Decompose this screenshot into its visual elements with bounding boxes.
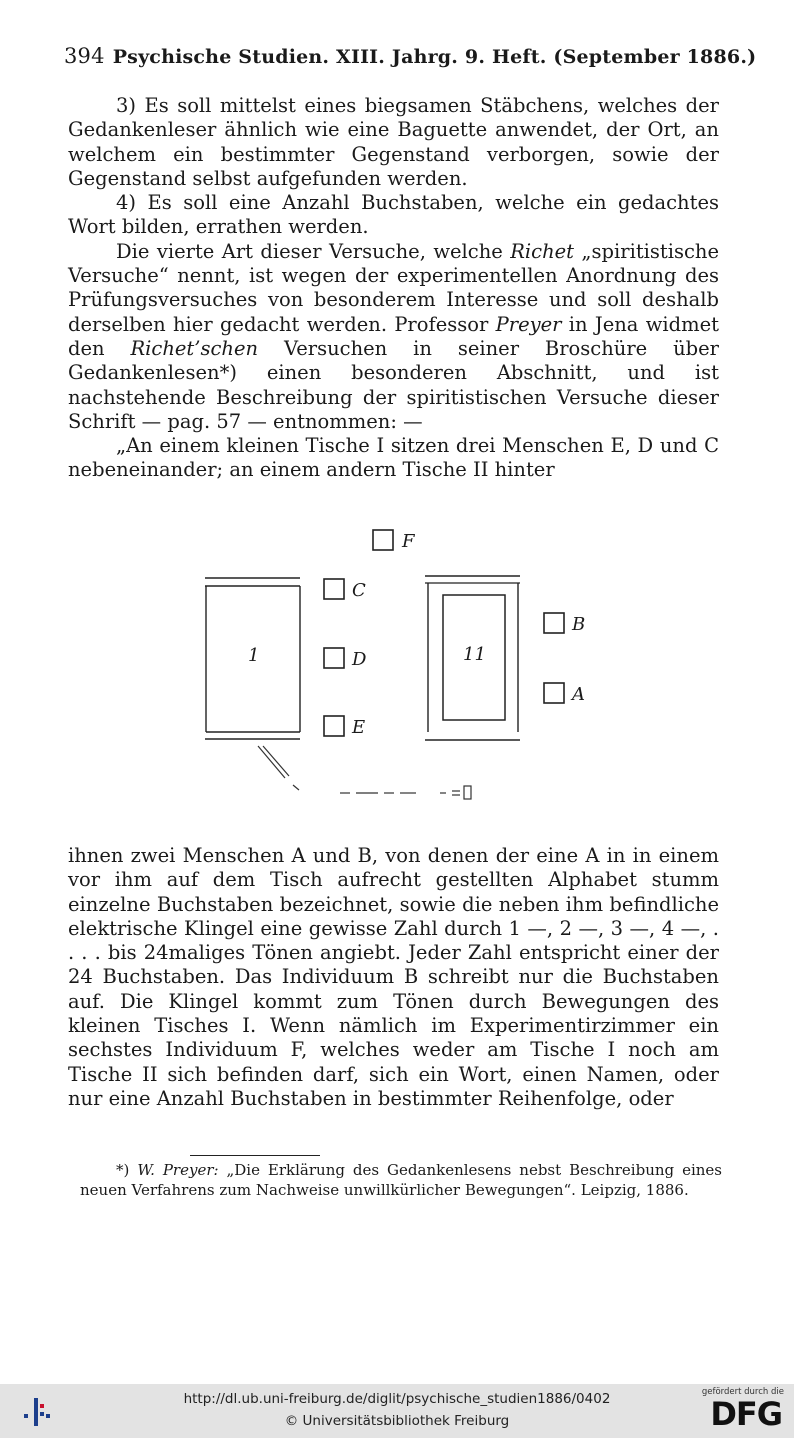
text-run: Versuchen in seiner Broschüre über Gedankenlesen*) einen besonderen Abschnitt, und ist nachstehende Beschreibung der spiritistischen Versuche dieser Schrift — pag. 57 — entnommen: — (68, 336, 720, 433)
label-c: C (352, 580, 366, 601)
footnote-text: „Die Erklärung des Gedankenlesens nebst Beschreibung eines neuen Verfahrens zum Nachweise unwillkürlicher Bewegungen“. Leipzig, 1886. (80, 1161, 722, 1199)
text-block-bottom (68, 844, 719, 1111)
paragraph-4: 4) Es soll eine Anzahl Buchstaben, welche ein gedachtes Wort bilden, errathen werden. (68, 191, 719, 239)
text-run: Die vierte Art dieser Versuche, welche (116, 239, 511, 263)
footnote-rule (190, 1155, 320, 1156)
copyright-text: © Universitätsbibliothek Freiburg (284, 1413, 510, 1429)
name-richet: Richet (510, 239, 575, 263)
label-a: A (572, 684, 585, 705)
text-block-top (68, 94, 719, 483)
seat-e-box (324, 716, 344, 736)
wire-line (258, 746, 471, 799)
running-header (64, 44, 757, 68)
seat-d-box (324, 648, 344, 668)
table-2-label: 11 (463, 644, 486, 665)
paragraph-3: 3) Es soll mittelst eines biegsamen Stäbchens, welches der Gedankenleser ähnlich wie eine Baguette anwendet, der Ort, an welchem ein bestimmter Gegenstand verborgen, sowie der Gegenstand selbst aufgefunden werden. (68, 94, 719, 190)
label-d: D (352, 649, 367, 670)
page-number: 394 (64, 44, 105, 68)
library-footer-bar (0, 1384, 794, 1438)
table-arrangement-diagram (0, 510, 794, 810)
label-f: F (402, 531, 415, 552)
running-title: Psychische Studien. XIII. Jahrg. 9. Heft. (September 1886.) (112, 46, 757, 68)
source-url-link[interactable]: http://dl.ub.uni-freiburg.de/diglit/psychische_studien1886/0402 (183, 1391, 611, 1407)
paragraph-richet (68, 240, 719, 434)
seat-b-box (544, 613, 564, 633)
dfg-logo: DFG (710, 1395, 782, 1433)
table-2 (425, 576, 520, 740)
bell-icon (464, 786, 471, 799)
paragraph-quote-start: „An einem kleinen Tische I sitzen drei Menschen E, D und C nebeneinander; an einem andern Tische II hinter (68, 434, 719, 482)
table-1 (205, 578, 300, 739)
label-b: B (572, 614, 586, 635)
name-preyer: Preyer (495, 312, 562, 336)
paragraph-quote-continuation: ihnen zwei Menschen A und B, von denen der eine A in in einem vor ihm auf dem Tisch aufrecht gestellten Alphabet stumm einzelne Buchstaben bezeichnet, sowie die neben ihm befindliche elektrische Klingel eine gewisse Zahl durch 1 —, 2 —, 3 —, 4 —, . . . . bis 24maliges Tönen angiebt. Jeder Zahl entspricht einer der 24 Buchstaben. Das Individuum B schreibt nur die Buchstaben auf. Die Klingel kommt zum Tönen durch Bewegungen des kleinen Tisches I. Wenn nämlich im Experimentirzimmer ein sechstes Individuum F, welches weder am Tische I noch am Tische II sich befinden darf, sich ein Wort, einen Namen, oder nur eine Anzahl Buchstaben in bestimmter Reihenfolge, oder (68, 844, 719, 1110)
label-e: E (352, 717, 366, 738)
dfg-tagline: gefördert durch die (701, 1387, 784, 1397)
footnote-mark: *) (116, 1161, 130, 1179)
footnote-author: W. Preyer: (137, 1161, 219, 1179)
text-run: „spiritistische Versuche“ nennt, ist wegen der experimentellen Anordnung des Prüfungsversuches von besonderem Interesse und soll deshalb derselben hier gedacht werden. Professor (68, 239, 720, 336)
table-1-label: 1 (248, 645, 260, 666)
seat-f-box (373, 530, 393, 550)
text-run: in Jena widmet den (68, 312, 719, 360)
seat-c-box (324, 579, 344, 599)
name-richetschen: Richet’schen (130, 336, 259, 360)
footnote (80, 1160, 722, 1200)
seat-a-box (544, 683, 564, 703)
